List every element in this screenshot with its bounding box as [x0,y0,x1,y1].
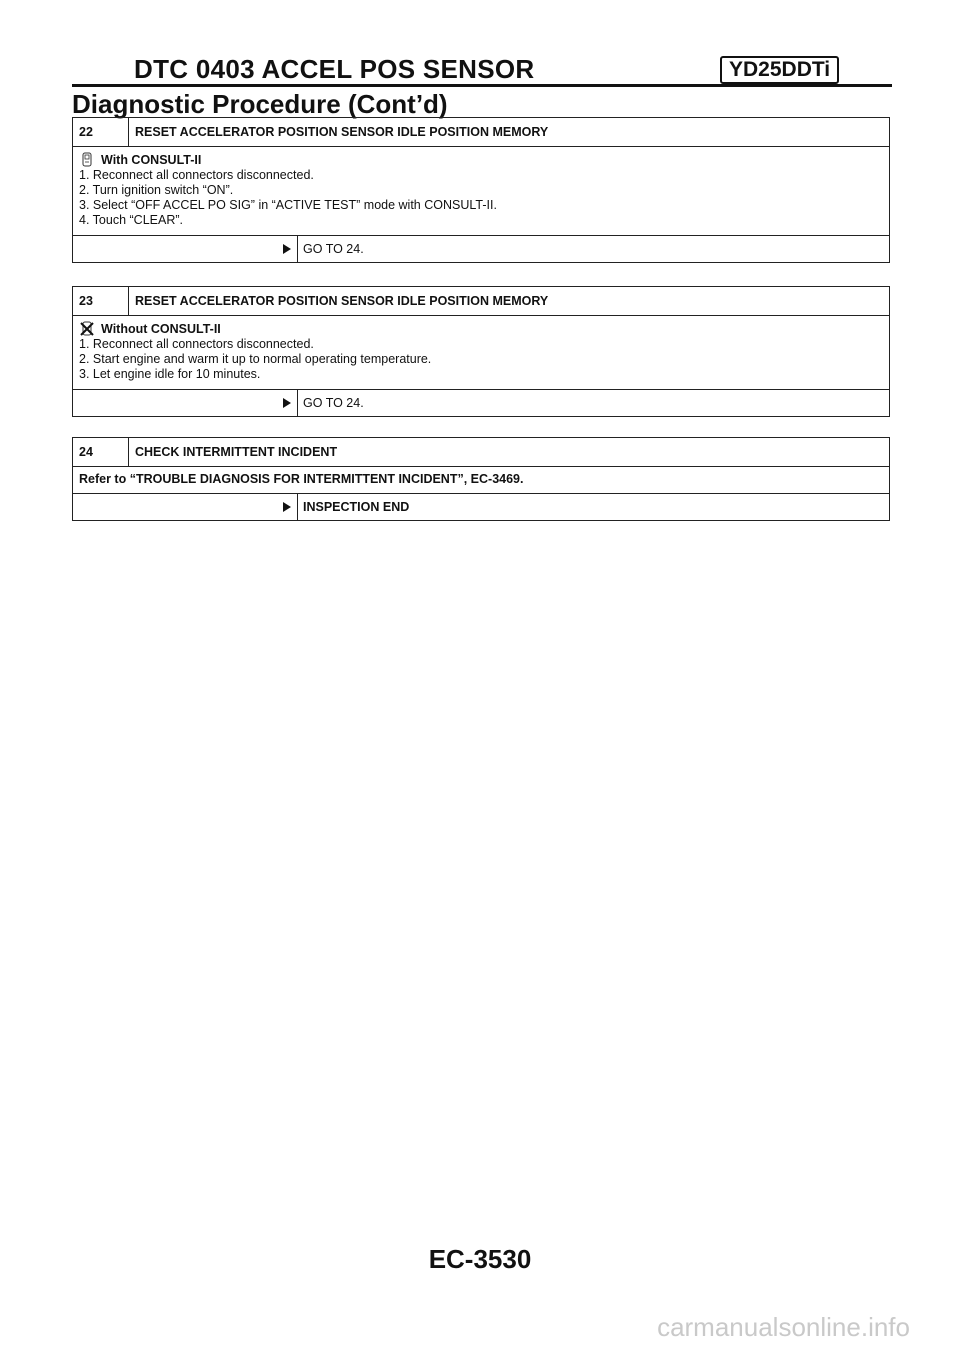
header-rule [72,84,892,87]
method-label: With CONSULT-II [101,152,202,167]
arrow-right-icon [283,244,291,254]
instruction-line: 1. Reconnect all connectors disconnected. [79,168,314,182]
result-text: INSPECTION END [303,499,410,514]
step-title: RESET ACCELERATOR POSITION SENSOR IDLE POSITION MEMORY [135,293,549,308]
result-text: GO TO 24. [303,395,364,410]
instruction-line: 4. Touch “CLEAR”. [79,213,183,227]
method-label: Without CONSULT-II [101,321,221,336]
instruction-line: 2. Start engine and warm it up to normal operating temperature. [79,352,432,366]
no-consult-icon [79,321,95,337]
step-number: 22 [73,118,129,146]
result-text: GO TO 24. [303,241,364,256]
step-24-box [72,437,890,521]
step-result-row [73,494,889,520]
step-header [73,287,889,316]
page-code: EC-3530 [428,1244,532,1274]
step-result-row [73,236,889,262]
step-body [73,147,889,236]
step-number: 23 [73,287,129,315]
step-header [73,438,889,467]
arrow-right-icon [283,502,291,512]
step-result-row [73,390,889,416]
instruction-line: 1. Reconnect all connectors disconnected. [79,337,314,351]
step-title: RESET ACCELERATOR POSITION SENSOR IDLE POSITION MEMORY [135,124,549,139]
instruction-line: 3. Select “OFF ACCEL PO SIG” in “ACTIVE TEST” mode with CONSULT-II. [79,198,497,212]
step-22-box [72,117,890,263]
instruction-line: 2. Turn ignition switch “ON”. [79,183,234,197]
step-body [73,316,889,390]
engine-badge: YD25DDTi [720,56,839,84]
watermark: carmanualsonline.info [657,1312,910,1342]
step-number: 24 [73,438,129,466]
step-23-box [72,286,890,417]
arrow-right-icon [283,398,291,408]
section-title: DTC 0403 ACCEL POS SENSOR [134,54,535,84]
instruction-line: 3. Let engine idle for 10 minutes. [79,367,261,381]
step-header [73,118,889,147]
method-line [79,152,883,168]
step-title: CHECK INTERMITTENT INCIDENT [135,444,338,459]
method-line [79,321,883,337]
consult-ii-icon [79,152,95,168]
step-body: Refer to “TROUBLE DIAGNOSIS FOR INTERMITTENT INCIDENT”, EC-3469. [73,467,889,494]
section-subtitle: Diagnostic Procedure (Cont’d) [72,89,448,119]
